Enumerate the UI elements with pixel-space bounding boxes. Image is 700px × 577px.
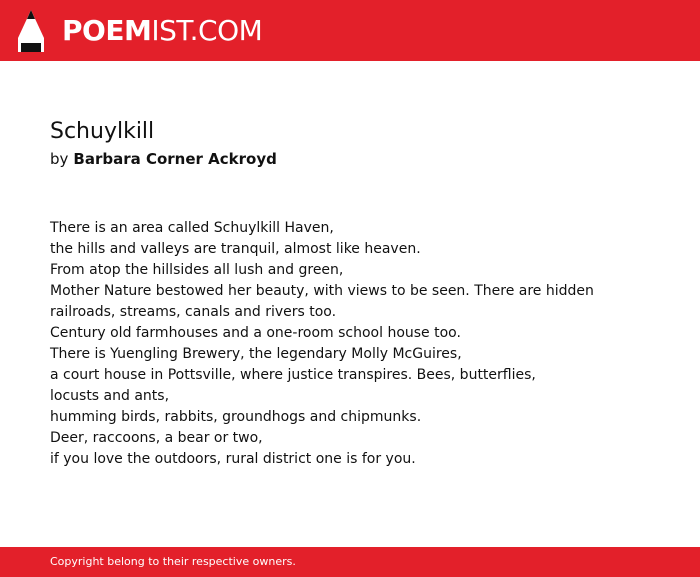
copyright-text: Copyright belong to their respective owners. [50,555,296,568]
logo-bold-text: POEM [62,14,152,47]
poem-line: Century old farmhouses and a one-room school house too. [50,325,461,341]
logo-light-text: IST.COM [151,14,263,47]
poem-line: From atop the hillsides all lush and green, [50,262,344,278]
poem-byline [50,149,277,169]
by-label: by [50,150,69,168]
site-logo[interactable] [62,13,262,49]
poem-line: the hills and valleys are tranquil, almost like heaven. [50,241,421,257]
site-footer [0,547,700,577]
poem-body [50,218,670,470]
poem-line: Mother Nature bestowed her beauty, with views to be seen. There are hidden [50,283,594,299]
poem-line: There is Yuengling Brewery, the legendary Molly McGuires, [50,346,462,362]
poem-line: locusts and ants, [50,388,170,404]
poem-author: Barbara Corner Ackroyd [73,150,277,168]
poem-title: Schuylkill [50,119,155,144]
poem-line: a court house in Pottsville, where justice transpires. Bees, butterflies, [50,367,536,383]
poem-line: humming birds, rabbits, groundhogs and chipmunks. [50,409,422,425]
site-header [0,0,700,61]
poem-line: railroads, streams, canals and rivers too. [50,304,337,320]
poem-line: if you love the outdoors, rural district one is for you. [50,451,416,467]
poem-line: Deer, raccoons, a bear or two, [50,430,263,446]
pencil-icon [18,10,44,52]
poem-line: There is an area called Schuylkill Haven, [50,220,334,236]
